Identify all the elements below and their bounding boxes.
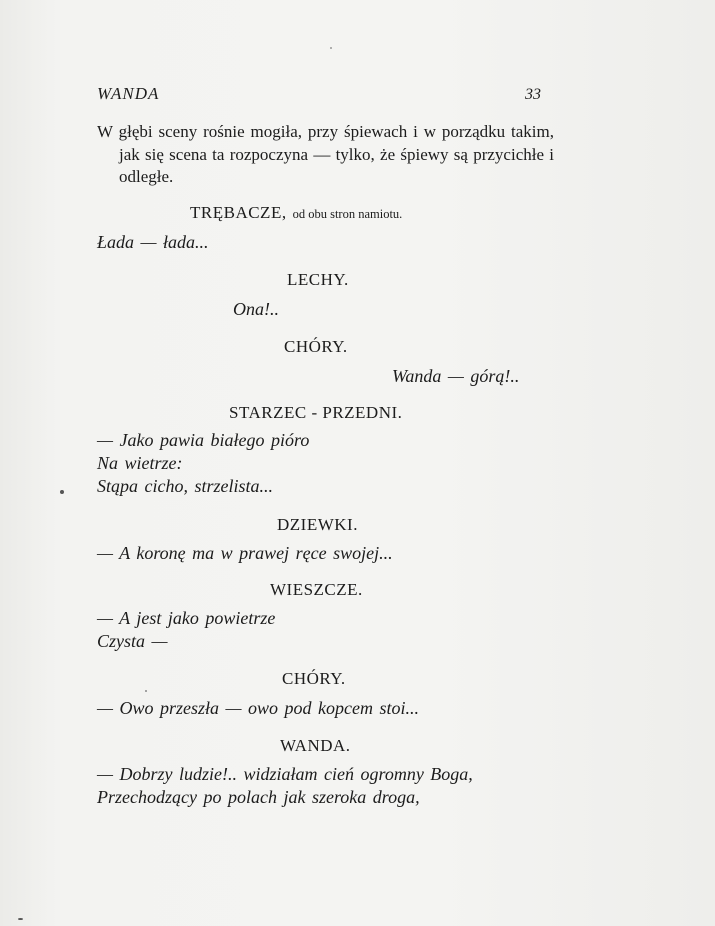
verse-line: Stąpa cicho, strzelista... xyxy=(97,476,273,496)
stage-direction: W głębi sceny rośnie mogiła, przy śpiewach i w porządku takim, jak się scena ta rozpoczyna — tylko, że śpiewy są przycichłe i odległe. xyxy=(97,122,554,186)
speaker-name: CHÓRY. xyxy=(282,669,346,688)
verse-line: — Dobrzy ludzie!.. widziałam cień ogromny Boga, xyxy=(97,764,473,784)
paper-speck xyxy=(60,490,64,494)
verse-line: Łada — łada... xyxy=(97,232,209,252)
speaker-name: WIESZCZE. xyxy=(270,580,363,599)
paper-speck xyxy=(330,47,332,49)
speaker-name: WANDA. xyxy=(280,736,351,755)
paper-speck xyxy=(145,690,147,692)
speaker-label: TRĘBACZE, xyxy=(190,203,287,222)
verse-line: — Jako pawia białego pióro xyxy=(97,430,310,450)
verse-line: — Owo przeszła — owo pod kopcem stoi... xyxy=(97,698,420,718)
speaker-name: LECHY. xyxy=(287,270,349,289)
verse-line: — A koronę ma w prawej ręce swojej... xyxy=(97,543,393,563)
verse-line: Czysta — xyxy=(97,631,168,651)
verse-line: Ona!.. xyxy=(233,299,279,319)
running-head: WANDA xyxy=(97,84,160,103)
verse-line: Na wietrze: xyxy=(97,453,183,473)
speaker-name: DZIEWKI. xyxy=(277,515,358,534)
paper-speck xyxy=(18,918,23,920)
verse-line: — A jest jako powietrze xyxy=(97,608,276,628)
verse-line: Wanda — górą!.. xyxy=(392,366,520,386)
speaker-note: od obu stron namiotu. xyxy=(292,207,403,221)
page-number: 33 xyxy=(525,86,541,103)
verse-line: Przechodzący po polach jak szeroka droga, xyxy=(97,787,420,807)
speaker-name: CHÓRY. xyxy=(284,337,348,356)
speaker-name xyxy=(190,203,402,223)
speaker-name: STARZEC - PRZEDNI. xyxy=(229,403,403,422)
